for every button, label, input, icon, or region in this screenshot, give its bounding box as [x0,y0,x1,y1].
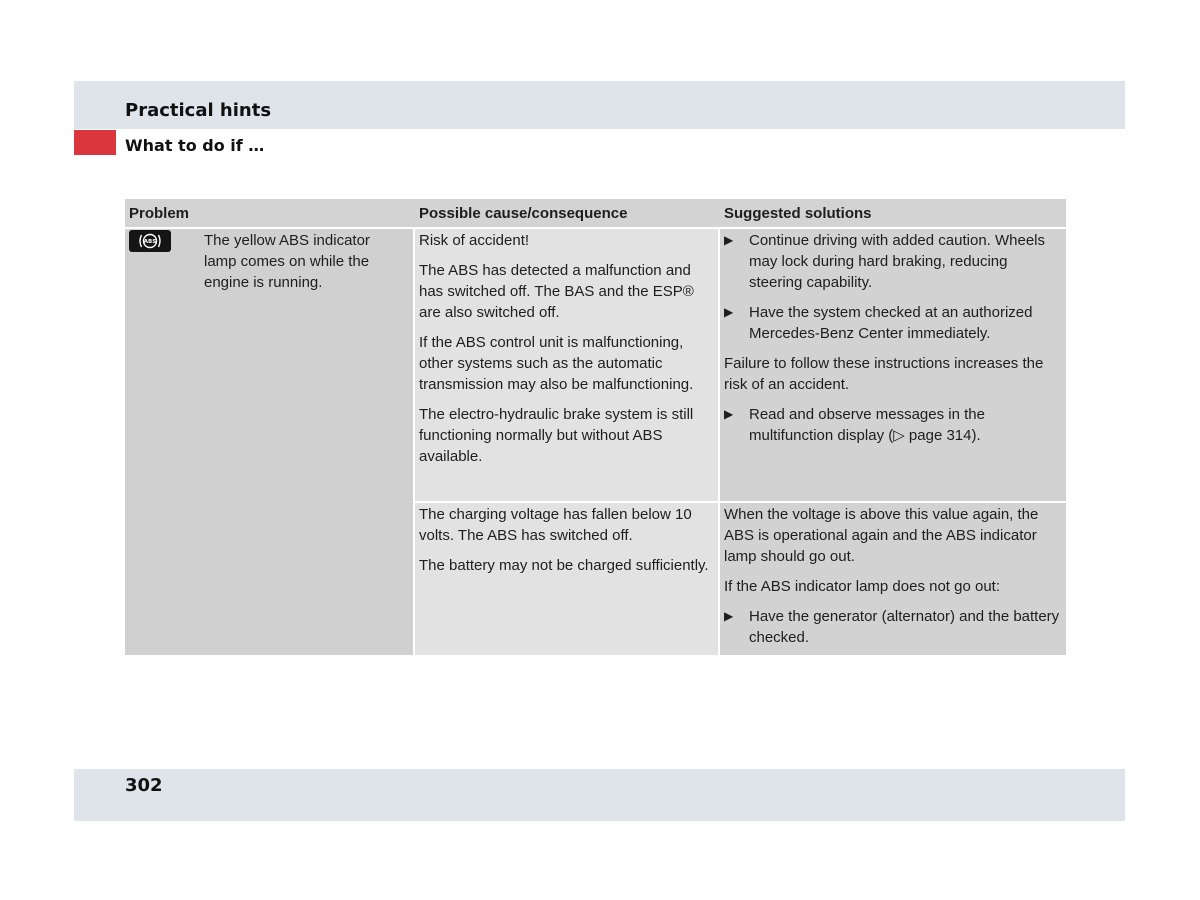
section-marker-tab [74,130,116,155]
table-body [125,229,1066,655]
cause-text: The ABS has detected a malfunction and has switched off. The BAS and the ESP® are also switched off. [419,262,694,321]
solution-text: When the voltage is above this value again, the ABS is operational again and the ABS indicator lamp should go out. [724,506,1039,565]
solution-note: Failure to follow these instructions increases the risk of an accident. [724,355,1044,393]
abs-warning-icon [129,230,171,252]
cause-cell [415,503,718,655]
bullet-arrow-icon: ▶ [724,609,734,623]
solution-text: Have the generator (alternator) and the battery checked. [749,608,1060,646]
solution-bullet [724,606,1062,648]
table-row [415,503,1066,655]
cause-text: The electro-hydraulic brake system is still functioning normally but without ABS available. [419,406,694,465]
page-number: 302 [125,775,163,796]
svg-text:ABS: ABS [143,239,157,245]
column-header-cause: Possible cause/consequence [415,199,720,227]
section-title: Practical hints [125,100,272,121]
cause-text: The battery may not be charged sufficiently. [419,557,709,574]
solution-text-page-reference: Read and observe messages in the multifunction display (▷ page 314). [749,406,985,444]
solution-bullet [724,230,1062,293]
column-header-problem: Problem [125,199,415,227]
solution-text: Have the system checked at an authorized Mercedes-Benz Center immediately. [749,304,1033,342]
cause-text: If the ABS control unit is malfunctioning, other systems such as the automatic transmission may also be malfunctioning. [419,334,694,393]
sub-title: What to do if … [125,136,265,155]
solution-cell [720,229,1066,501]
table-row [415,229,1066,501]
footer-band [74,769,1125,821]
problem-description: The yellow ABS indicator lamp comes on while the engine is running. [204,232,370,291]
cause-text: Risk of accident! [419,232,530,249]
column-header-solutions: Suggested solutions [720,199,1066,227]
solution-cell [720,503,1066,655]
bullet-arrow-icon: ▶ [724,233,734,247]
problem-cell [125,229,413,655]
table-header-row [125,199,1066,227]
cause-cell [415,229,718,501]
solution-text: If the ABS indicator lamp does not go out: [724,578,1001,595]
solution-text: Continue driving with added caution. Wheels may lock during hard braking, reducing steering capability. [749,232,1046,291]
cause-solution-columns [415,229,1066,655]
bullet-arrow-icon: ▶ [724,407,734,421]
solution-bullet [724,404,1062,446]
solution-bullet [724,302,1062,344]
bullet-arrow-icon: ▶ [724,305,734,319]
troubleshooting-table [125,199,1066,655]
cause-text: The charging voltage has fallen below 10 volts. The ABS has switched off. [419,506,692,544]
